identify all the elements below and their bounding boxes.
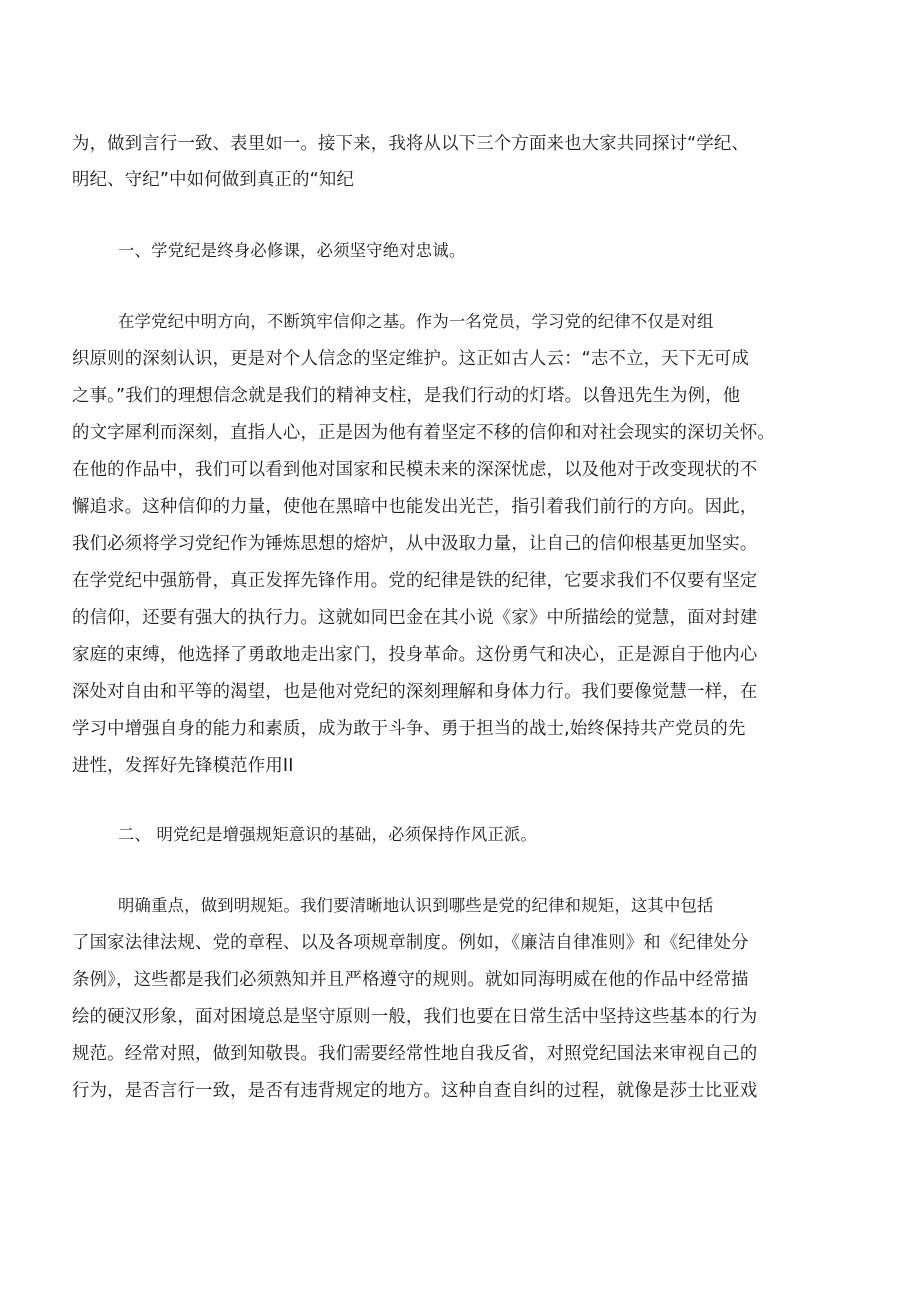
text-line: 家庭的束缚，他选择了勇敢地走出家门，投身革命。这份勇气和决心，正是源自于他内心: [72, 645, 758, 665]
text-line: 为，做到言行一致、表里如一。接下来，我将从以下三个方面来也大家共同探讨“学纪、: [72, 134, 750, 154]
text-line: 懈追求。这种信仰的力量，使他在黑暗中也能发出光芒，指引着我们前行的方向。因此，: [72, 497, 758, 517]
text-line: 了国家法律法规、党的章程、以及各项规章制度。例如，《廉洁自律准则》和《纪律处分: [72, 933, 749, 953]
text-line: 行为，是否言行一致，是否有违背规定的地方。这种自查自纠的过程，就像是莎士比亚戏: [72, 1081, 758, 1101]
text-line: 明确重点，做到明规矩。我们要清晰地认识到哪些是党的纪律和规矩，这其中包括: [118, 896, 714, 915]
text-line: 学习中增强自身的能力和素质，成为敢于斗争、勇于担当的战士,始终保持共产党员的先: [72, 719, 746, 739]
text-line: 在他的作品中，我们可以看到他对国家和民模未来的深深忧虑，以及他对于改变现状的不: [72, 460, 758, 480]
text-line: 的文字犀利而深刻，直指人心，正是因为他有着坚定不移的信仰和对社会现实的深切关怀。: [72, 423, 775, 443]
text-line: 在学党纪中明方向，不断筑牢信仰之基。作为一名党员，学习党的纪律不仅是对组: [118, 312, 714, 331]
text-line: 一、学党纪是终身必修课，必须坚守绝对忠诚。: [118, 241, 466, 260]
text-line: 之事。”我们的理想信念就是我们的精神支柱，是我们行动的灯塔。以鲁迅先生为例，他: [72, 386, 741, 406]
text-line: 进性，发挥好先锋模范作用II: [72, 756, 294, 776]
text-line: 条例》，这些都是我们必须熟知并且严格遵守的规则。就如同海明威在他的作品中经常描: [72, 970, 749, 990]
text-line: 明纪、守纪”中如何做到真正的“知纪: [72, 170, 355, 190]
text-line: 绘的硬汉形象，面对困境总是坚守原则一般，我们也要在日常生活中坚持这些基本的行为: [72, 1007, 758, 1027]
text-line: 织原则的深刻认识，更是对个人信念的坚定维护。这正如古人云：“志不立，天下无可成: [72, 349, 750, 369]
text-line: 深处对自由和平等的渴望，也是他对党纪的深刻理解和身体力行。我们要像觉慧一样，在: [72, 682, 758, 702]
text-line: 在学党纪中强筋骨，真正发挥先锋作用。党的纪律是铁的纪律，它要求我们不仅要有坚定: [72, 571, 758, 591]
text-line: 的信仰，还要有强大的执行力。这就如同巴金在其小说《家》中所描绘的觉慧，面对封建: [72, 608, 758, 628]
text-line: 我们必须将学习党纪作为锤炼思想的熔炉，从中汲取力量，让自己的信仰根基更加坚实。: [72, 534, 758, 554]
text-line: 二、 明党纪是增强规矩意识的基础，必须保持作风正派。: [118, 825, 537, 844]
text-line: 规范。经常对照，做到知敬畏。我们需要经常性地自我反省，对照党纪国法来审视自己的: [72, 1044, 758, 1064]
